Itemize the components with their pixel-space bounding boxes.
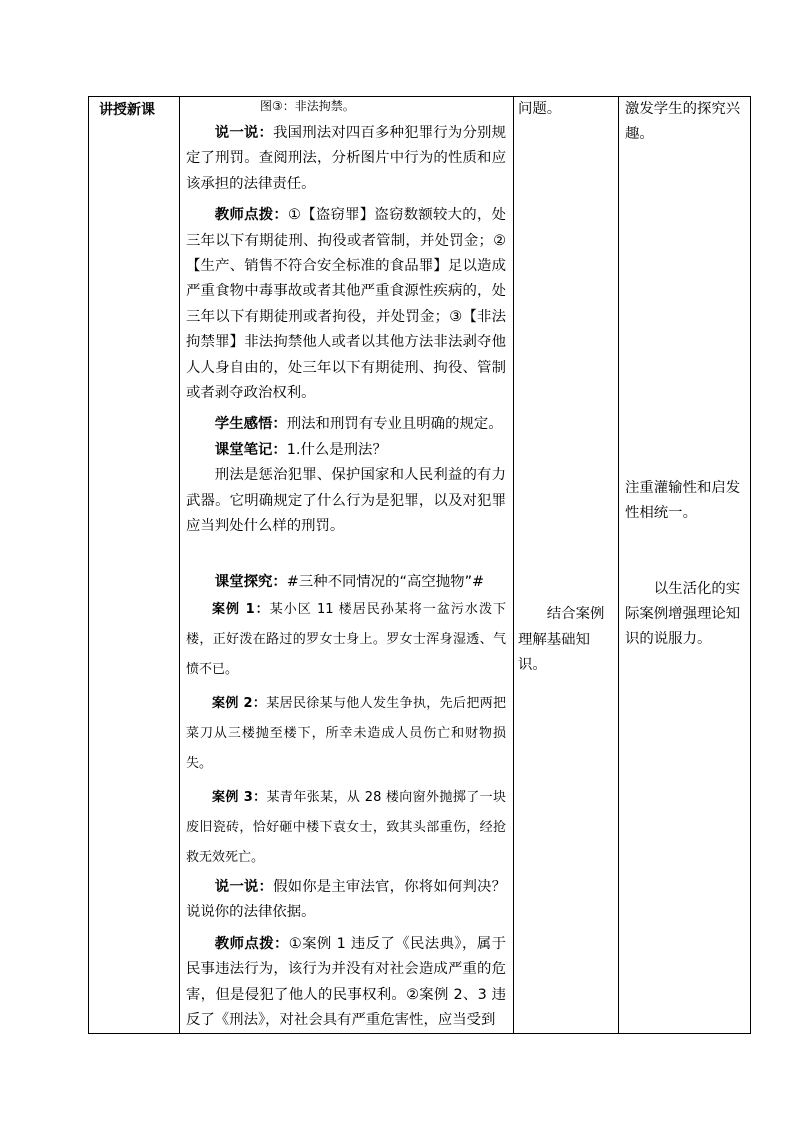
case-3: 案例 3：某青年张某，从 28 楼向窗外抛掷了一块废旧瓷砖，恰好砸中楼下袁女士，致其头部重伤，经抢救无效死亡。 [186,789,506,865]
student-insight: 学生感悟：刑法和刑罚有专业且明确的规定。 [214,416,503,433]
table-row [89,97,751,1034]
intent-real-cases: 以生活化的实际案例增强理论知识的说服力。 [625,580,741,648]
stage-label: 讲授新课 [99,102,155,118]
figure-caption: 图③：非法拘禁。 [260,99,355,113]
shuo-yi-shuo-2: 说一说：假如你是主审法官，你将如何判决？说说你的法律依据。 [186,878,506,921]
class-exploration: 课堂探究：#三种不同情况的“高空抛物”# [214,573,485,590]
class-notes: 课堂笔记：1.什么是刑法？ [214,441,387,458]
intent-integration: 注重灌输性和启发性相统一。 [625,479,741,522]
design-intent-cell [619,97,751,1034]
student-question: 问题。 [518,101,562,117]
spacer [186,540,506,570]
student-case-activity: 结合案例理解基础知识。 [518,606,605,674]
content-cell [180,97,514,1034]
stage-cell [89,97,180,1034]
case-1: 案例 1：某小区 11 楼居民孙某将一盆污水泼下楼，正好泼在路过的罗女士身上。罗女士浑身湿透、气愤不已。 [186,601,506,677]
shuo-yi-shuo-1: 说一说：我国刑法对四百多种犯罪行为分别规定了刑罚。查阅刑法，分析图片中行为的性质和应该承担的法律责任。 [186,125,506,192]
intent-exploration: 激发学生的探究兴趣。 [625,101,741,143]
lesson-plan-table [88,96,751,1034]
lesson-plan-page [88,96,741,1028]
teacher-tip-1: 教师点拨：①【盗窃罪】盗窃数额较大的，处三年以下有期徒刑、拘役或者管制，并处罚金；②【生产、销售不符合安全标准的食品罪】足以造成严重食物中毒事故或者其他严重食源性疾病的，处三年以下有期徒刑或者拘役，并处罚金；③【非法拘禁罪】非法拘禁他人或者以其他方法非法剥夺他人人身自由的，处三年以下有期徒刑、拘役、管制或者剥夺政治权利。 [186,207,506,402]
case-2: 案例 2：某居民徐某与他人发生争执，先后把两把菜刀从三楼抛至楼下，所幸未造成人员伤亡和财物损失。 [186,695,506,771]
criminal-law-definition: 刑法是惩治犯罪、保护国家和人民利益的有力武器。它明确规定了什么行为是犯罪，以及对犯罪应当判处什么样的刑罚。 [186,467,506,535]
student-activity-cell [514,97,619,1034]
teacher-tip-2: 教师点拨：①案例 1 违反了《民法典》，属于民事违法行为，该行为并没有对社会造成严重的危害，但是侵犯了他人的民事权利。②案例 2、3 违反了《刑法》，对社会具有严重危害性，应当受到 [186,935,506,1028]
